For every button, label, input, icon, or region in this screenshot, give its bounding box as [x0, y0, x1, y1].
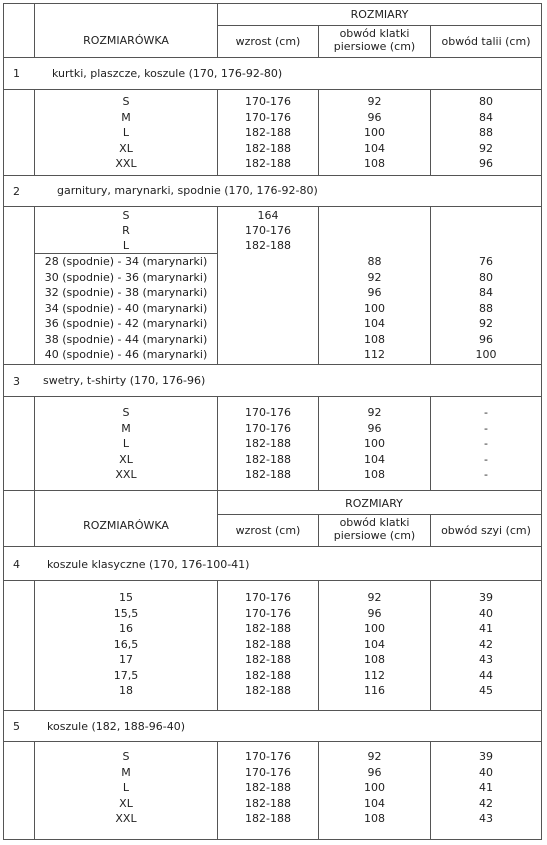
- height-cell: 182-188: [245, 684, 291, 697]
- height-cell: 182-188: [245, 157, 291, 170]
- section-title: garnitury, marynarki, spodnie (170, 176-92-80): [57, 184, 318, 197]
- chest-cell: 96: [367, 110, 382, 124]
- section-number: 5: [13, 720, 20, 733]
- height-cell: 182-188: [245, 126, 291, 139]
- section-number: 3: [13, 375, 20, 388]
- rule: [3, 580, 542, 581]
- rule: [34, 3, 35, 57]
- size-cell: XL: [119, 796, 133, 810]
- chest-cell: 96: [367, 606, 382, 620]
- chest-cell: 116: [364, 684, 385, 697]
- chest-cell: 96: [367, 421, 382, 435]
- waist-cell: 84: [479, 286, 493, 299]
- column-header-chest-line2: piersiowe (cm): [333, 40, 416, 53]
- chest-cell: 100: [364, 301, 385, 315]
- neck-cell: 39: [479, 750, 493, 763]
- chest-cell: 104: [364, 796, 385, 810]
- height-cell: 170-176: [245, 95, 291, 108]
- size-cell: S: [122, 406, 130, 419]
- chest-cell: 108: [364, 468, 385, 481]
- waist-cell: -: [484, 437, 488, 450]
- height-cell: 182-188: [245, 239, 291, 252]
- size-cell: L: [122, 126, 130, 139]
- chest-cell: 104: [364, 452, 385, 466]
- height-cell: 164: [257, 209, 279, 222]
- chest-cell: 100: [364, 437, 385, 450]
- height-cell: 182-188: [245, 452, 291, 466]
- size-cell: XL: [119, 141, 133, 155]
- header-group-label: ROZMIARY: [345, 497, 403, 510]
- rule: [3, 396, 542, 397]
- rule: [3, 546, 542, 547]
- waist-cell: 80: [479, 270, 493, 284]
- chest-cell: 104: [364, 317, 385, 330]
- column-header-waist: obwód talii (cm): [441, 35, 531, 48]
- height-cell: 170-176: [245, 606, 291, 620]
- height-cell: 170-176: [245, 406, 291, 419]
- neck-cell: 40: [479, 606, 493, 620]
- neck-cell: 40: [479, 765, 493, 779]
- height-cell: 182-188: [245, 796, 291, 810]
- chest-cell: 92: [367, 406, 382, 419]
- rule: [3, 89, 542, 90]
- column-header-neck: obwód szyi (cm): [441, 524, 531, 537]
- chest-cell: 108: [364, 332, 385, 346]
- header-group-label: ROZMIARY: [350, 8, 409, 21]
- chest-cell: 112: [364, 668, 385, 682]
- rule: [3, 741, 542, 742]
- height-cell: 170-176: [245, 591, 291, 604]
- column-header-height: wzrost (cm): [235, 35, 301, 48]
- chest-cell: 108: [364, 812, 385, 825]
- chest-cell: 104: [364, 637, 385, 651]
- size-cell: R: [122, 224, 130, 237]
- size-cell: XXL: [115, 812, 137, 825]
- waist-cell: 80: [479, 95, 493, 108]
- size-cell: 38 (spodnie) - 44 (marynarki): [44, 332, 208, 346]
- size-cell: XL: [119, 452, 133, 466]
- chest-cell: 92: [367, 95, 382, 108]
- waist-cell: 92: [479, 317, 493, 330]
- column-header-chest-line2: piersiowe (cm): [333, 529, 416, 542]
- height-cell: 182-188: [245, 141, 291, 155]
- size-cell: 28 (spodnie) - 34 (marynarki): [44, 255, 208, 268]
- column-header-height: wzrost (cm): [235, 524, 301, 537]
- neck-cell: 44: [479, 668, 493, 682]
- chest-cell: 92: [367, 750, 382, 763]
- chest-cell: 108: [364, 157, 385, 170]
- waist-cell: 100: [475, 348, 497, 361]
- height-cell: 182-188: [245, 468, 291, 481]
- size-cell: 16: [119, 622, 133, 635]
- rule: [3, 710, 542, 711]
- waist-cell: -: [484, 452, 488, 466]
- size-cell: L: [122, 437, 130, 450]
- size-cell: S: [122, 95, 130, 108]
- table-title: ROZMIARÓWKA: [83, 34, 169, 47]
- height-cell: 170-176: [245, 224, 291, 237]
- rule: [3, 364, 542, 365]
- neck-cell: 42: [479, 796, 493, 810]
- size-cell: M: [121, 765, 131, 779]
- chest-cell: 100: [364, 126, 385, 139]
- neck-cell: 43: [479, 812, 493, 825]
- rule: [3, 3, 4, 840]
- size-cell: 15,5: [113, 606, 139, 620]
- section-title: koszule klasyczne (170, 176-100-41): [47, 558, 250, 571]
- waist-cell: 84: [479, 110, 493, 124]
- rule: [3, 206, 542, 207]
- waist-cell: 96: [479, 157, 493, 170]
- size-cell: 16,5: [113, 637, 139, 651]
- column-header-chest-line1: obwód klatki: [339, 27, 410, 40]
- waist-cell: 92: [479, 141, 493, 155]
- chest-cell: 108: [364, 653, 385, 666]
- rule: [217, 514, 542, 515]
- size-cell: 34 (spodnie) - 40 (marynarki): [44, 301, 208, 315]
- rule: [3, 839, 542, 840]
- size-cell: XXL: [115, 157, 137, 170]
- section-title: swetry, t-shirty (170, 176-96): [43, 374, 206, 387]
- chest-cell: 88: [367, 255, 382, 268]
- waist-cell: 88: [479, 126, 493, 139]
- size-cell: L: [122, 781, 130, 794]
- height-cell: 182-188: [245, 653, 291, 666]
- height-cell: 182-188: [245, 622, 291, 635]
- waist-cell: -: [484, 406, 488, 419]
- size-cell: S: [122, 750, 130, 763]
- column-header-chest: [319, 27, 430, 53]
- section-number: 2: [13, 185, 20, 198]
- size-cell: XXL: [115, 468, 137, 481]
- chest-cell: 112: [364, 348, 385, 361]
- waist-cell: -: [484, 468, 488, 481]
- size-cell: 17: [119, 653, 133, 666]
- size-cell: M: [121, 421, 131, 435]
- waist-cell: 88: [479, 301, 493, 315]
- height-cell: 182-188: [245, 781, 291, 794]
- height-cell: 182-188: [245, 668, 291, 682]
- neck-cell: 41: [479, 622, 493, 635]
- column-header-chest-line1: obwód klatki: [339, 516, 410, 529]
- rule: [3, 175, 542, 176]
- height-cell: 182-188: [245, 637, 291, 651]
- neck-cell: 39: [479, 591, 493, 604]
- neck-cell: 45: [479, 684, 493, 697]
- rule: [3, 57, 542, 58]
- neck-cell: 41: [479, 781, 493, 794]
- chest-cell: 96: [367, 765, 382, 779]
- size-cell: 32 (spodnie) - 38 (marynarki): [44, 286, 208, 299]
- waist-cell: -: [484, 421, 488, 435]
- chest-cell: 92: [367, 270, 382, 284]
- height-cell: 170-176: [245, 421, 291, 435]
- size-cell: 18: [119, 684, 133, 697]
- size-cell: 17,5: [113, 668, 139, 682]
- section-number: 4: [13, 558, 20, 571]
- size-cell: 30 (spodnie) - 36 (marynarki): [44, 270, 208, 284]
- size-cell: M: [121, 110, 131, 124]
- chest-cell: 92: [367, 591, 382, 604]
- table-title: ROZMIARÓWKA: [83, 519, 169, 532]
- height-cell: 170-176: [245, 765, 291, 779]
- chest-cell: 96: [367, 286, 382, 299]
- height-cell: 182-188: [245, 812, 291, 825]
- size-cell: 36 (spodnie) - 42 (marynarki): [44, 317, 208, 330]
- rule: [3, 3, 542, 4]
- size-cell: S: [122, 209, 130, 222]
- section-title: koszule (182, 188-96-40): [47, 720, 186, 733]
- size-cell: L: [122, 239, 130, 252]
- rule: [3, 490, 542, 491]
- height-cell: 170-176: [245, 110, 291, 124]
- rule: [541, 3, 542, 840]
- size-cell: 15: [119, 591, 133, 604]
- chest-cell: 100: [364, 622, 385, 635]
- neck-cell: 42: [479, 637, 493, 651]
- chest-cell: 104: [364, 141, 385, 155]
- rule: [217, 25, 542, 26]
- chest-cell: 100: [364, 781, 385, 794]
- size-cell: 40 (spodnie) - 46 (marynarki): [44, 348, 208, 361]
- height-cell: 170-176: [245, 750, 291, 763]
- column-header-chest: [319, 516, 430, 542]
- height-cell: 182-188: [245, 437, 291, 450]
- section-title: kurtki, plaszcze, koszule (170, 176-92-80): [52, 67, 283, 80]
- waist-cell: 96: [479, 332, 493, 346]
- neck-cell: 43: [479, 653, 493, 666]
- section-number: 1: [13, 67, 20, 80]
- waist-cell: 76: [479, 255, 493, 268]
